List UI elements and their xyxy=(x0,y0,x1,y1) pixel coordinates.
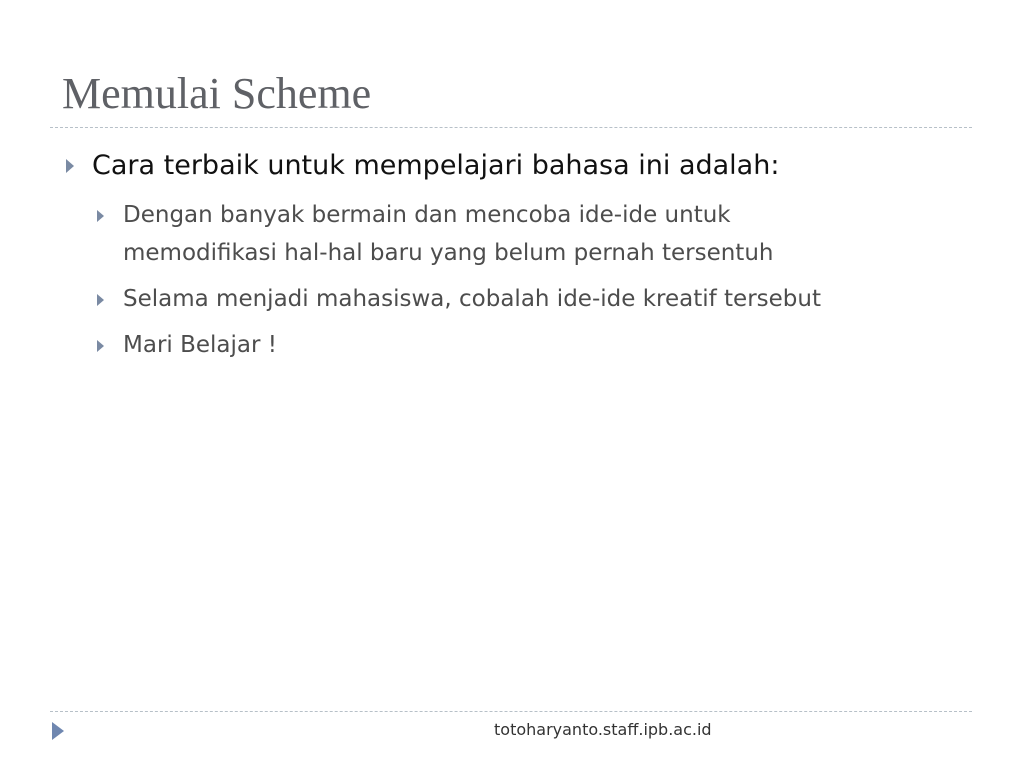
sub-bullet-item xyxy=(92,280,962,318)
sub-bullet-list xyxy=(92,196,962,364)
footer-arrow-icon xyxy=(52,722,64,740)
sub-bullet-line: Dengan banyak bermain dan mencoba ide-ide untuk xyxy=(123,202,731,228)
sub-bullet-item xyxy=(92,196,962,272)
sub-bullet-line: memodifikasi hal-hal baru yang belum pernah tersentuh xyxy=(123,240,774,266)
title-divider xyxy=(50,127,972,128)
bullet-arrow-icon xyxy=(97,210,104,222)
slide-title: Memulai Scheme xyxy=(62,69,372,118)
bullet-arrow-icon xyxy=(66,159,74,173)
bullet-text: Cara terbaik untuk mempelajari bahasa ini adalah: xyxy=(92,150,780,181)
sub-bullet-line: Selama menjadi mahasiswa, cobalah ide-ide kreatif tersebut xyxy=(123,286,821,312)
bullet-arrow-icon xyxy=(97,294,104,306)
slide-content xyxy=(62,148,962,372)
footer-url: totoharyanto.staff.ipb.ac.id xyxy=(494,720,712,739)
bullet-arrow-icon xyxy=(97,340,104,352)
bullet-level-1 xyxy=(62,148,962,184)
sub-bullet-item xyxy=(92,326,962,364)
footer-divider xyxy=(50,711,972,712)
sub-bullet-line: Mari Belajar ! xyxy=(123,332,277,358)
